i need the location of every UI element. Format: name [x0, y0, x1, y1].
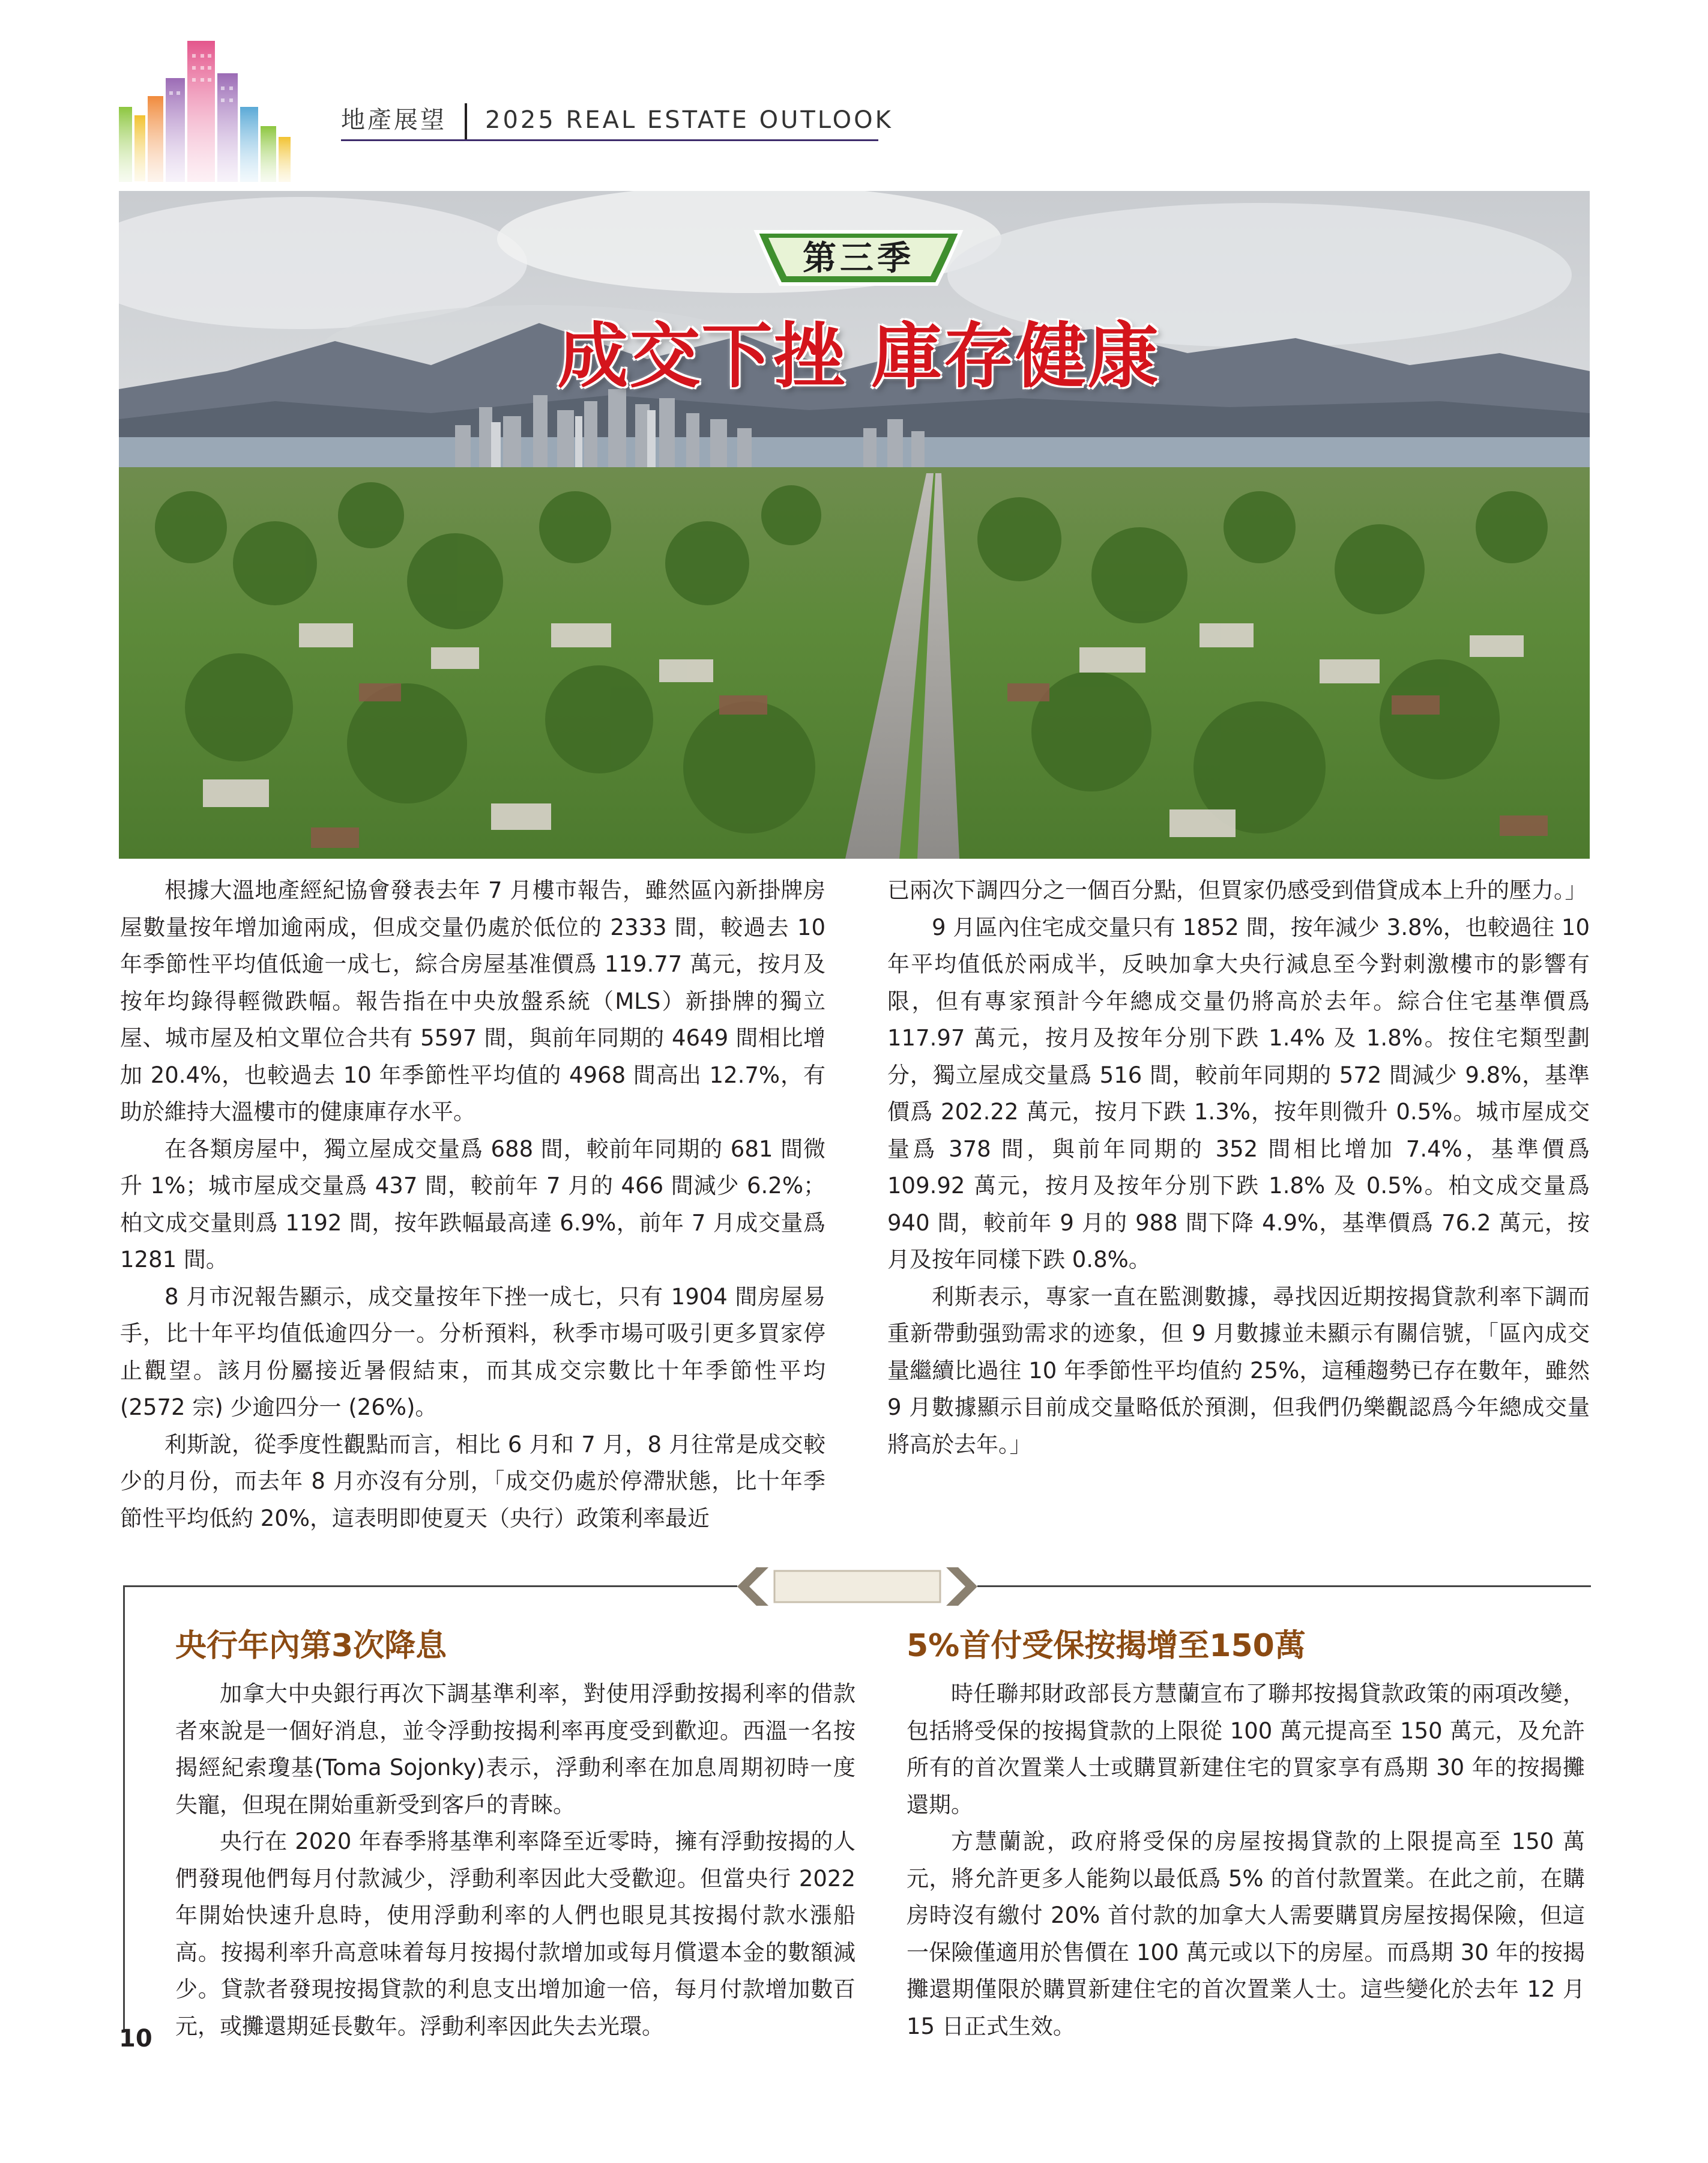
article-column-left	[120, 872, 825, 1537]
header-section: 地產展望	[341, 106, 447, 134]
header-separator	[465, 103, 467, 139]
article-paragraph: 在各類房屋中，獨立屋成交量爲 688 間，較前年同期的 681 間微升 1%；城市屋成交量爲 437 間，較前年 7 月的 466 間減少 6.2%；柏文成交量則爲 1192 間，按年跌幅最高達 6.9%，前年 7 月成交量爲 1281 間。	[120, 1136, 825, 1272]
sidebar-paragraph: 方慧蘭說，政府將受保的房屋按揭貸款的上限提高至 150 萬元，將允許更多人能夠以最低爲 5% 的首付款置業。在此之前，在購房時沒有繳付 20% 首付款的加拿大人需要購買房屋按揭保險，但這一保險僅適用於售價在 100 萬元或以下的房屋。而爲期 30 年的按揭攤還期僅限於購買新建住宅的首次置業人士。這些變化於去年 12 月 15 日正式生效。	[907, 1829, 1585, 2039]
season-label: 第三季	[803, 238, 914, 278]
article-paragraph: 9 月區內住宅成交量只有 1852 間，按年減少 3.8%，也較過往 10 年平均值低於兩成半，反映加拿大央行減息至今對刺激樓市的影響有限，但有專家預計今年總成交量仍將高於去年。綜合住宅基準價爲 117.97 萬元，按月及按年分別下跌 1.4% 及 1.8%。按住宅類型劃分，獨立屋成交量爲 516 間，較前年同期的 572 間減少 9.8%，基準價爲 202.22 萬元，按月下跌 1.3%，按年則微升 0.5%。城市屋成交量爲 378 間，與前年同期的 352 間相比增加 7.4%，基準價爲 109.92 萬元，按月及按年分別下跌 1.8% 及 0.5%。柏文成交量爲 940 間，較前年 9 月的 988 間下降 4.9%，基準價爲 76.2 萬元，按月及按年同樣下跌 0.8%。	[887, 914, 1590, 1272]
skyline-logo	[114, 36, 333, 186]
running-header	[341, 101, 893, 139]
sidebar-title-rate-cut: 央行年內第3次降息	[175, 1628, 447, 1664]
article-paragraph: 8 月市況報告顯示，成交量按年下挫一成七，只有 1904 間房屋易手，比十年平均值低逾四分一。分析預料，秋季市場可吸引更多買家停止觀望。該月份屬接近暑假結束，而其成交宗數比十年季節性平均 (2572 宗) 少逾四分一 (26%)。	[120, 1283, 825, 1420]
article-paragraph: 根據大溫地產經紀協會發表去年 7 月樓市報告，雖然區內新掛牌房屋數量按年增加逾兩成，但成交量仍處於低位的 2333 間，較過去 10 年季節性平均值低逾一成七，綜合房屋基准價爲 119.77 萬元，按月及按年均錄得輕微跌幅。報告指在中央放盤系統（MLS）新掛牌的獨立屋、城市屋及柏文單位合共有 5597 間，與前年同期的 4649 間相比增加 20.4%，也較過去 10 年季節性平均值的 4968 間高出 12.7%，有助於維持大溫樓市的健康庫存水平。	[120, 877, 825, 1125]
sidebar-paragraph: 加拿大中央銀行再次下調基準利率，對使用浮動按揭利率的借款者來說是一個好消息，並令浮動按揭利率再度受到歡迎。西溫一名按揭經紀索瓊基(Toma Sojonky)表示，浮動利率在加息周期初時一度失寵，但現在開始重新受到客戶的青睞。	[175, 1681, 856, 1818]
sidebar-right-body	[907, 1675, 1585, 2045]
sidebar-paragraph: 央行在 2020 年春季將基準利率降至近零時，擁有浮動按揭的人們發現他們每月付款減少，浮動利率因此大受歡迎。但當央行 2022 年開始快速升息時，使用浮動利率的人們也眼見其按揭付款水漲船高。按揭利率升高意味着每月按揭付款增加或每月償還本金的數額減少。貸款者發現按揭貸款的利息支出增加逾一倍，每月付款增加數百元，或攤還期延長數年。浮動利率因此失去光環。	[175, 1829, 856, 2039]
article-paragraph-continued: 已兩次下調四分之一個百分點，但買家仍感受到借貸成本上升的壓力。」	[887, 877, 1587, 903]
sidebar-title-insured-mortgage: 5%首付受保按揭增至150萬	[907, 1628, 1306, 1664]
divider-ornament	[737, 1567, 977, 1606]
hero-headline: 成交下挫 庫存健康	[557, 314, 1160, 398]
sidebar-paragraph: 時任聯邦財政部長方慧蘭宣布了聯邦按揭貸款政策的兩項改變，包括將受保的按揭貸款的上限從 100 萬元提高至 150 萬元，及允許所有的首次置業人士或購買新建住宅的買家享有爲期 30 年的按揭攤還期。	[907, 1681, 1585, 1818]
article-paragraph: 利斯說，從季度性觀點而言，相比 6 月和 7 月，8 月往常是成交較少的月份，而去年 8 月亦沒有分別，「成交仍處於停滯狀態，比十年季節性平均低約 20%，這表明即使夏天（央行）政策利率最近	[120, 1431, 825, 1531]
article-paragraph: 利斯表示，專家一直在監測數據，尋找因近期按揭貸款利率下調而重新帶動强勁需求的迹象，但 9 月數據並未顯示有關信號，「區內成交量繼續比過往 10 年季節性平均值約 25%，這種趨勢已存在數年，雖然 9 月數據顯示目前成交量略低於預測，但我們仍樂觀認爲今年總成交量將高於去年。」	[887, 1283, 1590, 1457]
header-rule	[341, 139, 878, 141]
header-outlook-title: 2025 REAL ESTATE OUTLOOK	[485, 106, 893, 134]
article-column-right	[887, 872, 1590, 1463]
page-number: 10	[119, 2025, 152, 2053]
sidebar-frame-left	[123, 1585, 125, 2033]
sidebar-left-body	[175, 1675, 856, 2045]
